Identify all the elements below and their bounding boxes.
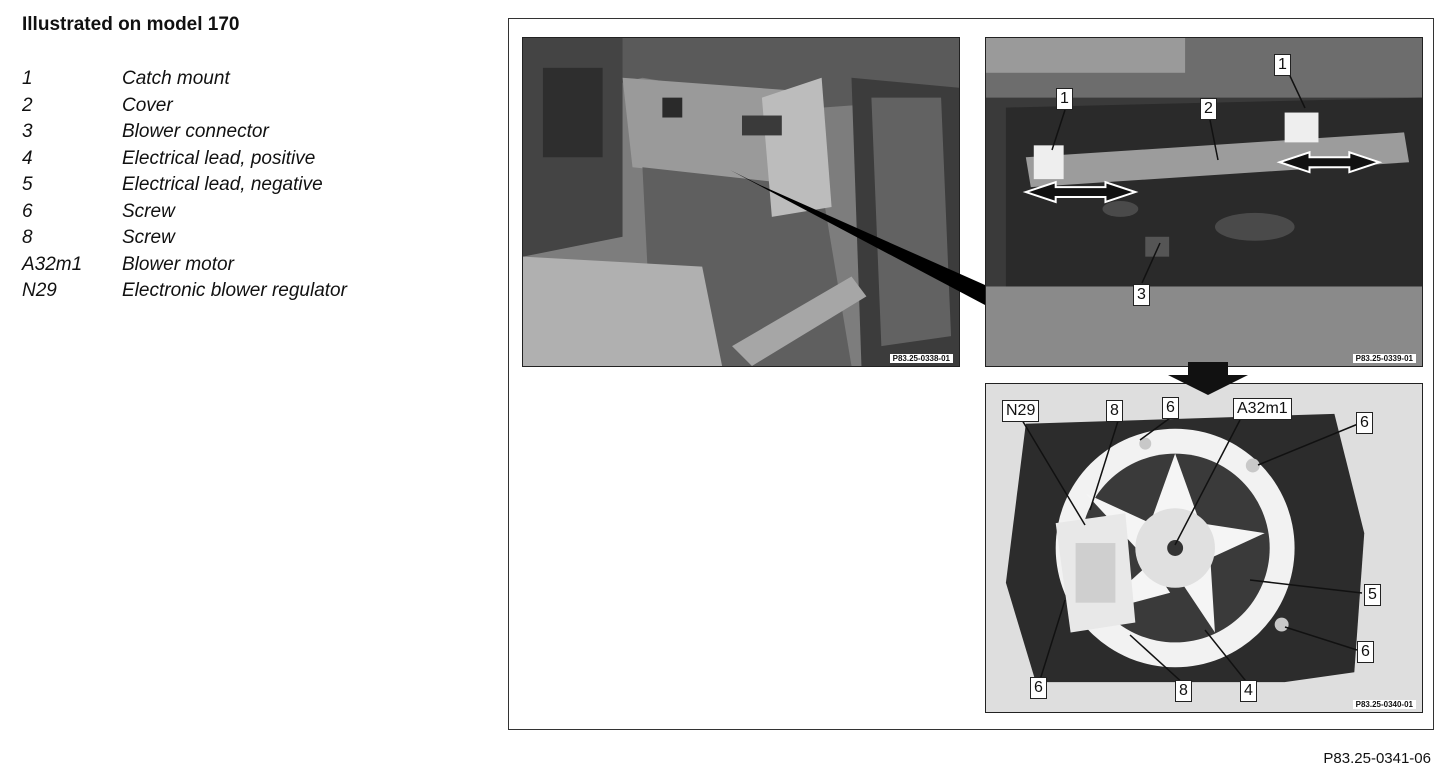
- legend-label: Catch mount: [122, 68, 230, 89]
- legend-key: 8: [22, 227, 33, 248]
- callout-screw: 6: [1030, 677, 1047, 699]
- legend-key: 1: [22, 68, 33, 89]
- callout-screw: 8: [1106, 400, 1123, 422]
- legend-label: Screw: [122, 227, 175, 248]
- interior-photo: [522, 37, 960, 367]
- legend-label: Cover: [122, 94, 173, 116]
- legend-key: A32m1: [22, 253, 83, 275]
- callout-screw: 6: [1162, 397, 1179, 419]
- legend-key: 2: [22, 94, 33, 116]
- legend-key: 6: [22, 200, 33, 222]
- underside-photo: [985, 37, 1423, 367]
- photo-reference: P83.25-0339-01: [1353, 354, 1416, 363]
- page-title: Illustrated on model 170: [22, 14, 240, 35]
- legend-label: Electrical lead, negative: [122, 174, 323, 195]
- legend-label: Electronic blower regulator: [122, 280, 347, 301]
- callout-catch-mount: 1: [1056, 88, 1073, 110]
- legend-key: N29: [22, 280, 57, 301]
- callout-negative-lead: 5: [1364, 584, 1381, 606]
- legend-label: Screw: [122, 200, 175, 222]
- callout-screw: 6: [1356, 412, 1373, 434]
- legend-label: Electrical lead, positive: [122, 147, 316, 169]
- callout-blower-connector: 3: [1133, 284, 1150, 306]
- callout-blower-motor: A32m1: [1233, 398, 1292, 420]
- callout-screw: 8: [1175, 680, 1192, 702]
- legend-key: 5: [22, 174, 33, 195]
- callout-screw: 6: [1357, 641, 1374, 663]
- figure-reference: P83.25-0341-06: [1323, 750, 1431, 767]
- legend-key: 3: [22, 121, 33, 142]
- legend-label: Blower motor: [122, 253, 234, 275]
- callout-positive-lead: 4: [1240, 680, 1257, 702]
- callout-catch-mount: 1: [1274, 54, 1291, 76]
- callout-cover: 2: [1200, 98, 1217, 120]
- interior-photo-graphic: [523, 38, 959, 366]
- legend-label: Blower connector: [122, 121, 269, 142]
- photo-reference: P83.25-0340-01: [1353, 700, 1416, 709]
- legend-key: 4: [22, 147, 33, 169]
- photo-reference: P83.25-0338-01: [890, 354, 953, 363]
- underside-photo-graphic: [986, 38, 1422, 366]
- callout-blower-regulator: N29: [1002, 400, 1039, 422]
